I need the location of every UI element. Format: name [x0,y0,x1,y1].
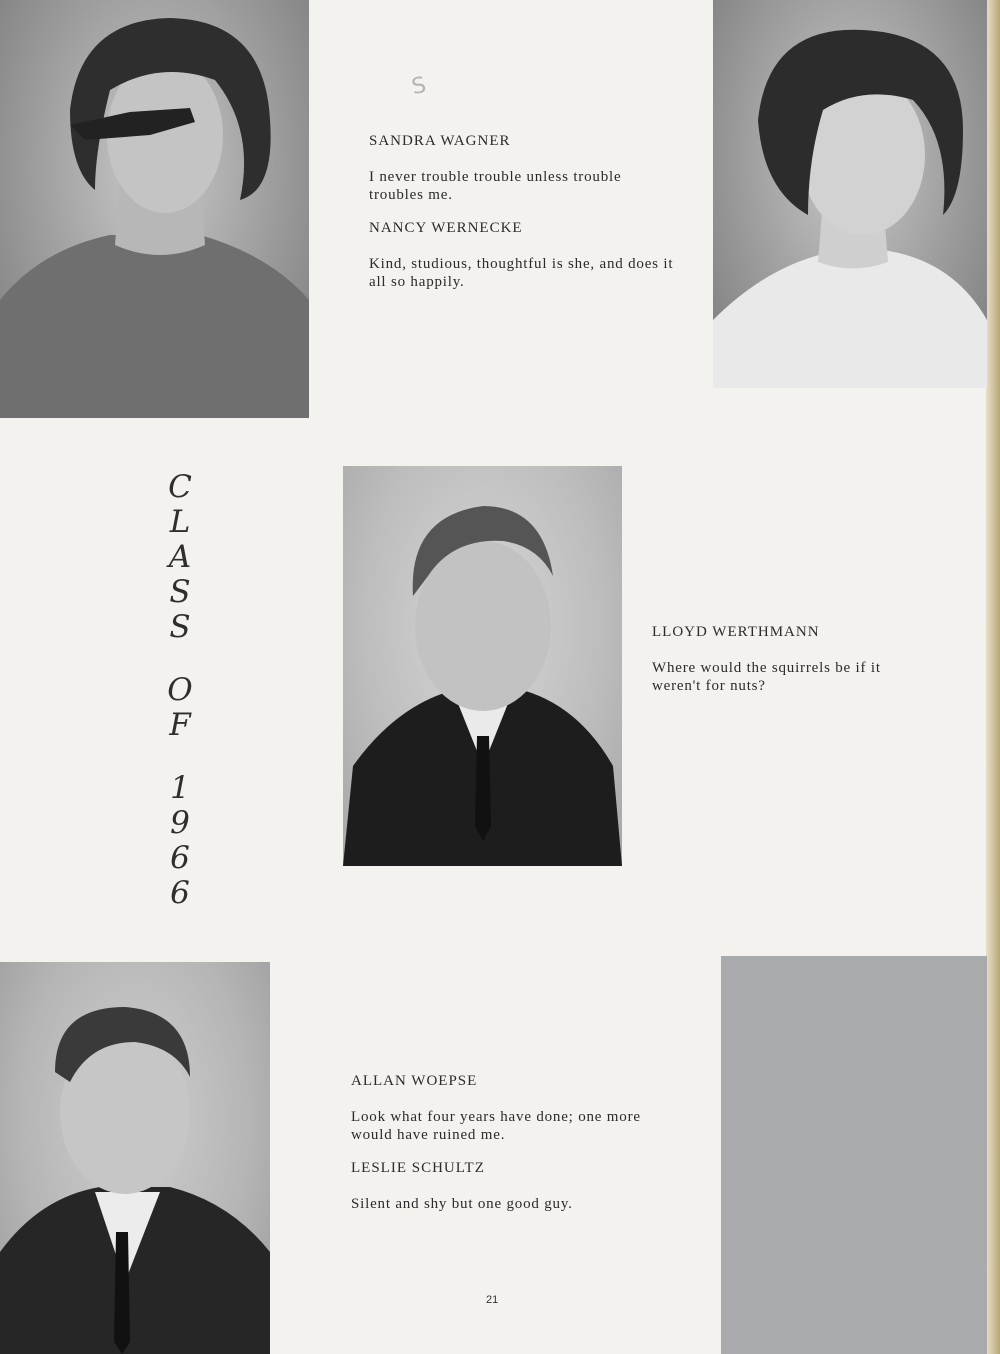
student-quote: Where would the squirrels be if it weren't for nuts? [652,660,881,694]
title-letter: C [168,469,192,505]
title-letter: O [167,672,193,708]
title-letter: S [169,574,191,610]
title-letter: F [169,707,191,743]
portrait-sandra-wagner [0,0,309,418]
student-name: ALLAN WOEPSE [351,1073,478,1089]
title-letter: L [169,504,191,540]
student-quote: Kind, studious, thoughtful is she, and does it all so happily. [369,256,674,290]
pencil-mark: S [409,72,429,101]
title-letter: S [169,609,191,645]
title-letter: 9 [170,805,190,841]
student-name: LLOYD WERTHMANN [652,624,820,640]
caption-middle [652,624,892,711]
student-name: LESLIE SCHULTZ [351,1160,485,1176]
vertical-title-class-of-1966 [160,470,200,911]
student-quote: I never trouble trouble unless trouble troubles me. [369,169,622,203]
portrait-lloyd-werthmann [343,466,622,866]
title-letter: A [168,539,192,575]
title-letter: 6 [170,875,190,911]
portrait-placeholder-leslie-schultz [721,956,987,1354]
caption-top [369,133,679,307]
student-name: SANDRA WAGNER [369,133,511,149]
student-quote: Silent and shy but one good guy. [351,1196,573,1212]
portrait-allan-woepse [0,962,270,1354]
title-letter: 1 [170,770,190,806]
title-letter: 6 [170,840,190,876]
student-quote: Look what four years have done; one more would have ruined me. [351,1109,641,1143]
caption-bottom [351,1073,651,1229]
page-edge [986,0,1000,1354]
student-name: NANCY WERNECKE [369,220,523,236]
portrait-nancy-wernecke [713,0,987,388]
page-number: 21 [486,1294,499,1306]
